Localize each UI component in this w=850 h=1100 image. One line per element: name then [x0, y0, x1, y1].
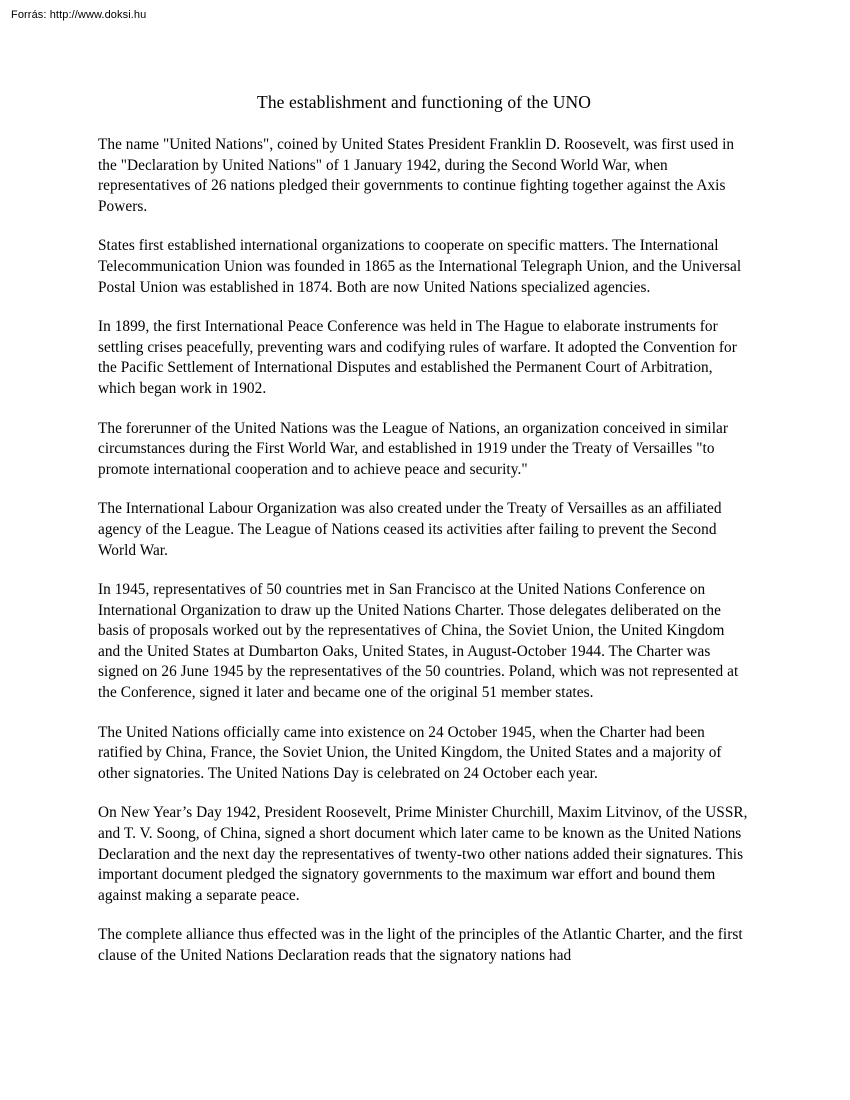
source-url-label: Forrás: http://www.doksi.hu	[11, 9, 147, 21]
paragraph: In 1899, the first International Peace Conference was held in The Hague to elaborate instruments for settling crises peacefully, preventing wars and codifying rules of warfare. It adopted the Convention for the Pacific Settlement of International Disputes and established the Permanent Court of Arbitration, which began work in 1902.	[98, 318, 737, 397]
document-body	[98, 92, 750, 967]
paragraph: The forerunner of the United Nations was the League of Nations, an organization conceived in similar circumstances during the First World War, and established in 1919 under the Treaty of Versailles "to promote international cooperation and to achieve peace and security."	[98, 419, 728, 478]
paragraph: In 1945, representatives of 50 countries met in San Francisco at the United Nations Conference on International Organization to draw up the United Nations Charter. Those delegates deliberated on the basis of proposals worked out by the representatives of China, the Soviet Union, the United Kingdom and the United States at Dumbarton Oaks, United States, in August-October 1944. The Charter was signed on 26 June 1945 by the representatives of the 50 countries. Poland, which was not represented at the Conference, signed it later and became one of the original 51 member states.	[98, 581, 739, 702]
paragraph: The United Nations officially came into existence on 24 October 1945, when the Charter had been ratified by China, France, the Soviet Union, the United Kingdom, the United States and a majority of other signatories. The United Nations Day is celebrated on 24 October each year.	[98, 723, 722, 782]
paragraph: The name "United Nations", coined by United States President Franklin D. Roosevelt, was first used in the "Declaration by United Nations" of 1 January 1942, during the Second World War, when representatives of 26 nations pledged their governments to continue fighting together against the Axis Powers.	[98, 136, 735, 215]
paragraph: On New Year’s Day 1942, President Roosevelt, Prime Minister Churchill, Maxim Litvinov, of the USSR, and T. V. Soong, of China, signed a short document which later came to be known as the United Nations Declaration and the next day the representatives of twenty-two other nations added their signatures. This important document pledged the signatory governments to the maximum war effort and bound them against making a separate peace.	[98, 804, 748, 904]
paragraph: The complete alliance thus effected was in the light of the principles of the Atlantic Charter, and the first clause of the United Nations Declaration reads that the signatory nations had	[98, 926, 743, 964]
paragraph: The International Labour Organization was also created under the Treaty of Versailles as an affiliated agency of the League. The League of Nations ceased its activities after failing to prevent the Second World War.	[98, 500, 722, 559]
paragraph: States first established international organizations to cooperate on specific matters. The International Telecommunication Union was founded in 1865 as the International Telegraph Union, and the Universal Postal Union was established in 1874. Both are now United Nations specialized agencies.	[98, 237, 742, 296]
page-title: The establishment and functioning of the UNO	[257, 92, 591, 112]
